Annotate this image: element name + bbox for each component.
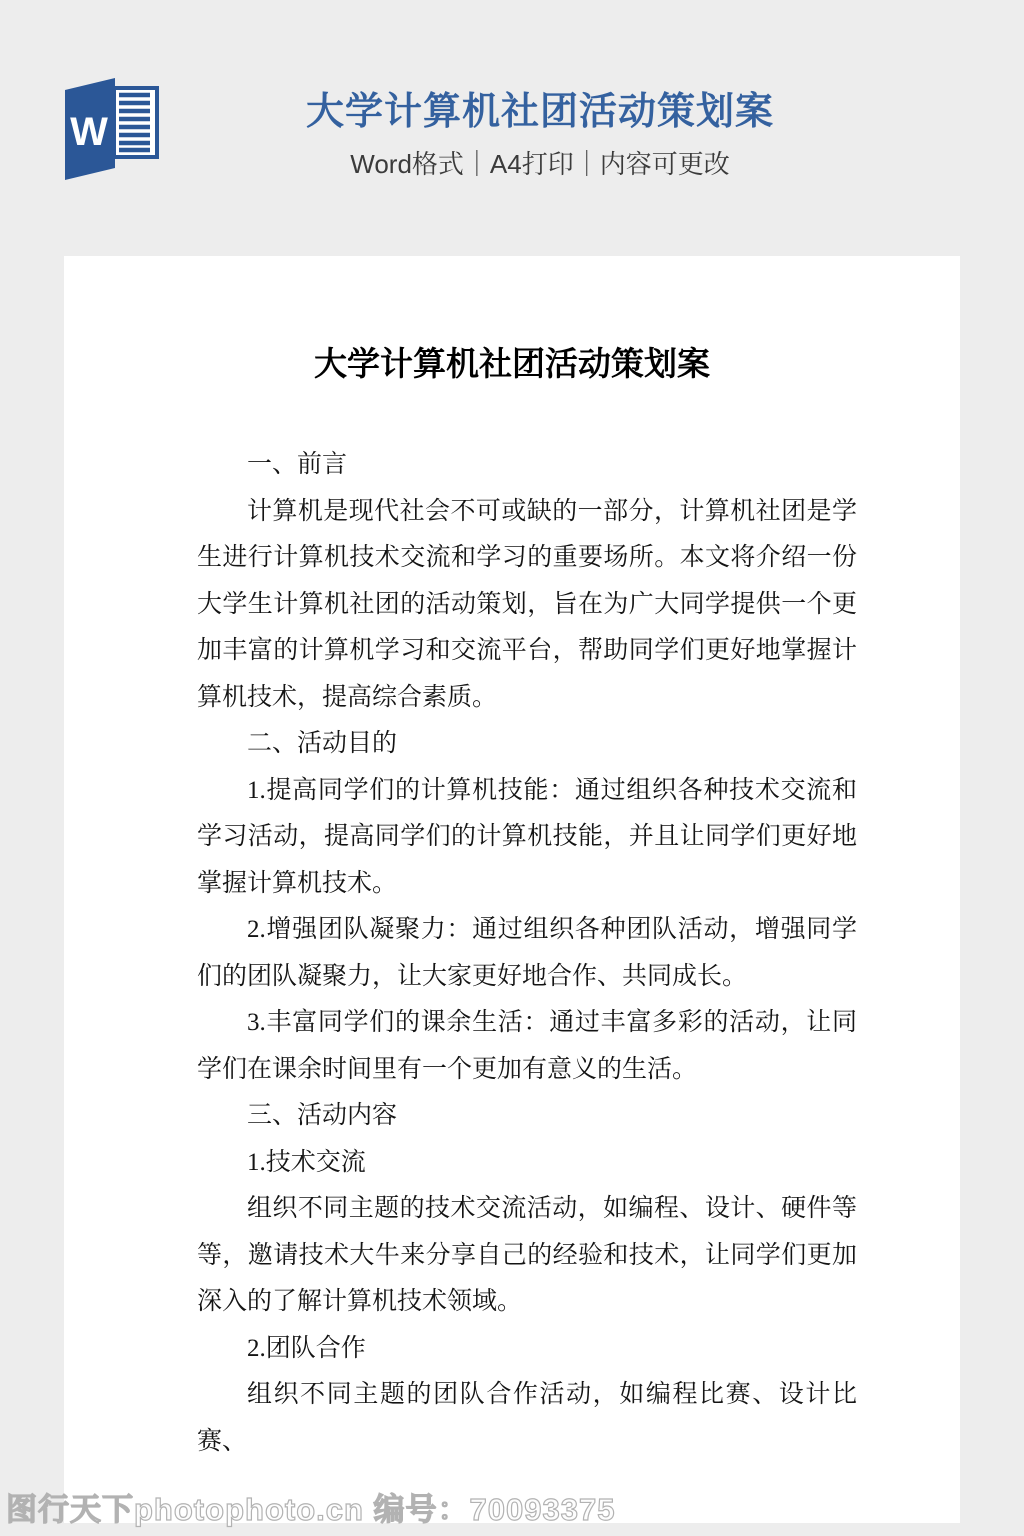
paragraph: 1.提高同学们的计算机技能：通过组织各种技术交流和学习活动，提高同学们的计算机技能，并且让同学们更好地掌握计算机技术。 [197, 776, 857, 897]
paragraph-subheading: 1.技术交流 [247, 1148, 366, 1176]
paragraph-heading: 一、前言 [247, 451, 348, 478]
header-text [240, 88, 840, 180]
paragraph-heading: 二、活动目的 [247, 730, 398, 757]
paragraph: 2.增强团队凝聚力：通过组织各种团队活动，增强同学们的团队凝聚力，让大家更好地合作、共同成长。 [197, 916, 857, 990]
header-subtitle: Word格式｜A4打印｜内容可更改 [350, 149, 730, 179]
paragraph-heading: 三、活动内容 [247, 1102, 398, 1129]
paragraph: 组织不同主题的技术交流活动，如编程、设计、硬件等等，邀请技术大牛来分享自己的经验和技术，让同学们更加深入的了解计算机技术领域。 [197, 1195, 857, 1315]
document-page [64, 256, 960, 1523]
watermark-text: 图行天下photophoto.cn 编号：70093375 [6, 1492, 616, 1527]
word-icon [58, 75, 188, 190]
word-icon-sheet [114, 88, 157, 157]
paragraph: 计算机是现代社会不可或缺的一部分，计算机社团是学生进行计算机技术交流和学习的重要场所。本文将介绍一份大学生计算机社团的活动策划，旨在为广大同学提供一个更加丰富的计算机学习和交流平台，帮助同学们更好地掌握计算机技术，提高综合素质。 [197, 497, 857, 711]
paragraph: 组织不同主题的团队合作活动，如编程比赛、设计比赛、 [197, 1381, 857, 1455]
document-title: 大学计算机社团活动策划案 [314, 347, 710, 383]
header-title: 大学计算机社团活动策划案 [305, 91, 774, 133]
paragraph: 3.丰富同学们的课余生活：通过丰富多彩的活动，让同学们在课余时间里有一个更加有意义的生活。 [197, 1009, 857, 1083]
header [0, 0, 1024, 256]
document-body [197, 442, 857, 1465]
word-icon-letter: W [70, 110, 108, 154]
paragraph-subheading: 2.团队合作 [247, 1334, 366, 1362]
